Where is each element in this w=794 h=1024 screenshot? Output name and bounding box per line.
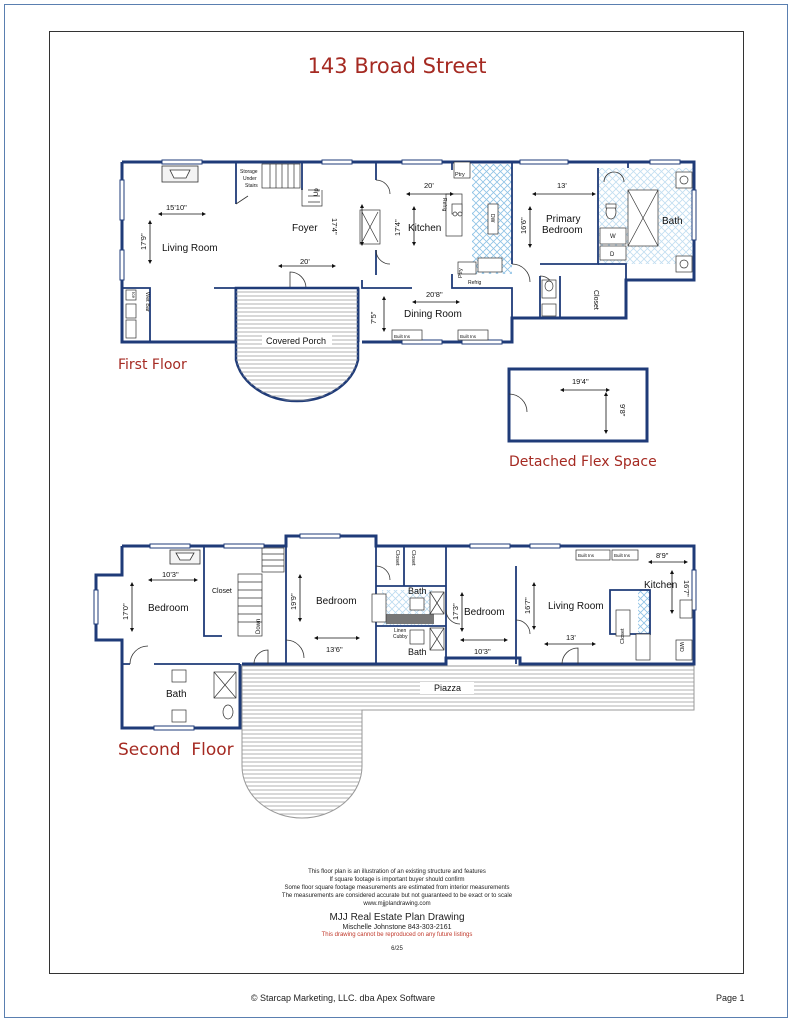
sf-bedroom2-h: 19'9" xyxy=(289,593,298,610)
sf-builtins-2: Built Ins xyxy=(614,553,631,558)
flex-w: 19'4" xyxy=(572,377,589,386)
website-link[interactable]: www.mjjplandrawing.com xyxy=(363,901,431,907)
ff-dw: DW xyxy=(489,214,495,223)
ff-storage-2: Under xyxy=(243,176,257,182)
ff-storage-3: Stairs xyxy=(245,183,258,189)
sf-closet: Closet xyxy=(212,588,232,595)
drawing-date: 6/25 xyxy=(391,946,403,952)
sf-bath-lower: Bath xyxy=(408,647,427,657)
ff-dining-w: 20'8" xyxy=(426,290,443,299)
sf-bedroom2-w: 13'6" xyxy=(326,645,343,654)
footer-copyright: © Starcap Marketing, LLC. dba Apex Software xyxy=(250,993,436,1003)
first-floor-label: First Floor xyxy=(118,357,187,373)
sf-bath-upper: Bath xyxy=(408,586,427,596)
sf-kitchen-h: 16'7" xyxy=(682,580,691,597)
ff-closet: Closet xyxy=(592,290,599,310)
ff-refrig-2: Refrig xyxy=(468,280,482,286)
ff-wet-bar: Wet Bar xyxy=(144,292,150,312)
ff-up: Up xyxy=(314,188,320,196)
sf-bedroom1: Bedroom xyxy=(148,603,189,614)
ff-pantry-bottom: Ptry xyxy=(458,268,464,278)
page-title: 143 Broad Street xyxy=(307,54,487,78)
ff-bath-label: Bath xyxy=(662,216,683,227)
ff-kitchen-h: 17'4" xyxy=(393,219,402,236)
sf-down: Down xyxy=(256,618,262,634)
sf-closet-small-2: Closet xyxy=(410,550,416,566)
disclaimer-line-1: This floor plan is an illustration of an existing structure and features xyxy=(308,869,486,875)
flex-h: 9'8" xyxy=(618,404,627,417)
covered-porch xyxy=(230,288,364,412)
sf-bedroom1-h: 17'0" xyxy=(121,603,130,620)
sf-bedroom3: Bedroom xyxy=(464,607,505,618)
ff-foyer-label: Foyer xyxy=(292,223,318,234)
sf-linen-1: Linen xyxy=(394,628,407,634)
ff-kitchen-w: 20' xyxy=(424,181,434,190)
ff-storage-1: Storage xyxy=(240,169,258,175)
disclaimer-line-4: The measurements are considered accurate but not guaranteed to be exact or to scale xyxy=(281,893,513,899)
company-contact: Mischelle Johnstone 843-303-2161 xyxy=(342,924,452,931)
sf-living-w: 13' xyxy=(566,633,576,642)
piazza xyxy=(236,666,700,818)
sf-bedroom3-h: 17'3" xyxy=(451,603,460,620)
ff-dining-h: 7'5" xyxy=(369,311,378,324)
ff-kitchen-label: Kitchen xyxy=(408,223,442,234)
disclaimer-line-3: Some floor square footage measurements are estimated from interior measurements xyxy=(284,885,510,891)
ff-dryer: D xyxy=(610,252,615,258)
ff-refrig-1: Refrig xyxy=(441,198,447,212)
sf-kitchen-w: 8'9" xyxy=(656,551,669,560)
sf-living-room: Living Room xyxy=(548,601,604,612)
ff-pantry-top: Ptry xyxy=(455,172,465,178)
copyright-warning: This drawing cannot be reproduced on any future listings xyxy=(321,932,473,938)
ff-primary-1: Primary xyxy=(546,214,581,225)
second-floor-plan xyxy=(94,534,700,818)
ff-builtins-2: Built Ins xyxy=(460,334,477,339)
sf-bedroom2: Bedroom xyxy=(316,596,357,607)
sf-closet-kitchen: Closet xyxy=(620,628,626,644)
sf-builtins-1: Built Ins xyxy=(578,553,595,558)
ff-living-room-label: Living Room xyxy=(162,243,218,254)
fireplace xyxy=(162,166,198,182)
ff-living-h: 17'9" xyxy=(139,233,148,250)
ff-primary-h: 16'6" xyxy=(519,217,528,234)
sf-piazza: Piazza xyxy=(434,683,462,693)
sf-bedroom3-w: 10'3" xyxy=(474,647,491,656)
sf-living-h: 16'7" xyxy=(523,597,532,614)
sf-wd: W/D xyxy=(678,642,684,652)
ff-washer: W xyxy=(610,234,616,240)
sf-closet-small-1: Closet xyxy=(394,550,400,566)
sf-kitchen: Kitchen xyxy=(644,580,678,591)
company-name: MJJ Real Estate Plan Drawing xyxy=(329,912,465,923)
ff-dining-label: Dining Room xyxy=(404,309,462,320)
ff-living-w: 15'10" xyxy=(166,203,187,212)
disclaimer-line-2: If square footage is important buyer should confirm xyxy=(329,877,465,883)
ff-foyer-w: 20' xyxy=(300,257,310,266)
ff-covered-porch: Covered Porch xyxy=(266,336,327,346)
footer-page-number: Page 1 xyxy=(716,993,745,1003)
stairs xyxy=(262,164,322,206)
ff-builtins-1: Built Ins xyxy=(394,334,411,339)
ff-primary-w: 13' xyxy=(557,181,567,190)
ff-foyer-h: 17'4" xyxy=(330,218,339,235)
second-floor-label: Second Floor xyxy=(118,740,234,760)
ff-primary-2: Bedroom xyxy=(542,225,583,236)
ff-ice: Ice xyxy=(131,292,136,299)
sf-linen-2: Cubby xyxy=(393,634,408,640)
flex-space-label: Detached Flex Space xyxy=(509,454,657,470)
sf-bath-left: Bath xyxy=(166,689,187,700)
sf-bedroom1-w: 10'3" xyxy=(162,570,179,579)
